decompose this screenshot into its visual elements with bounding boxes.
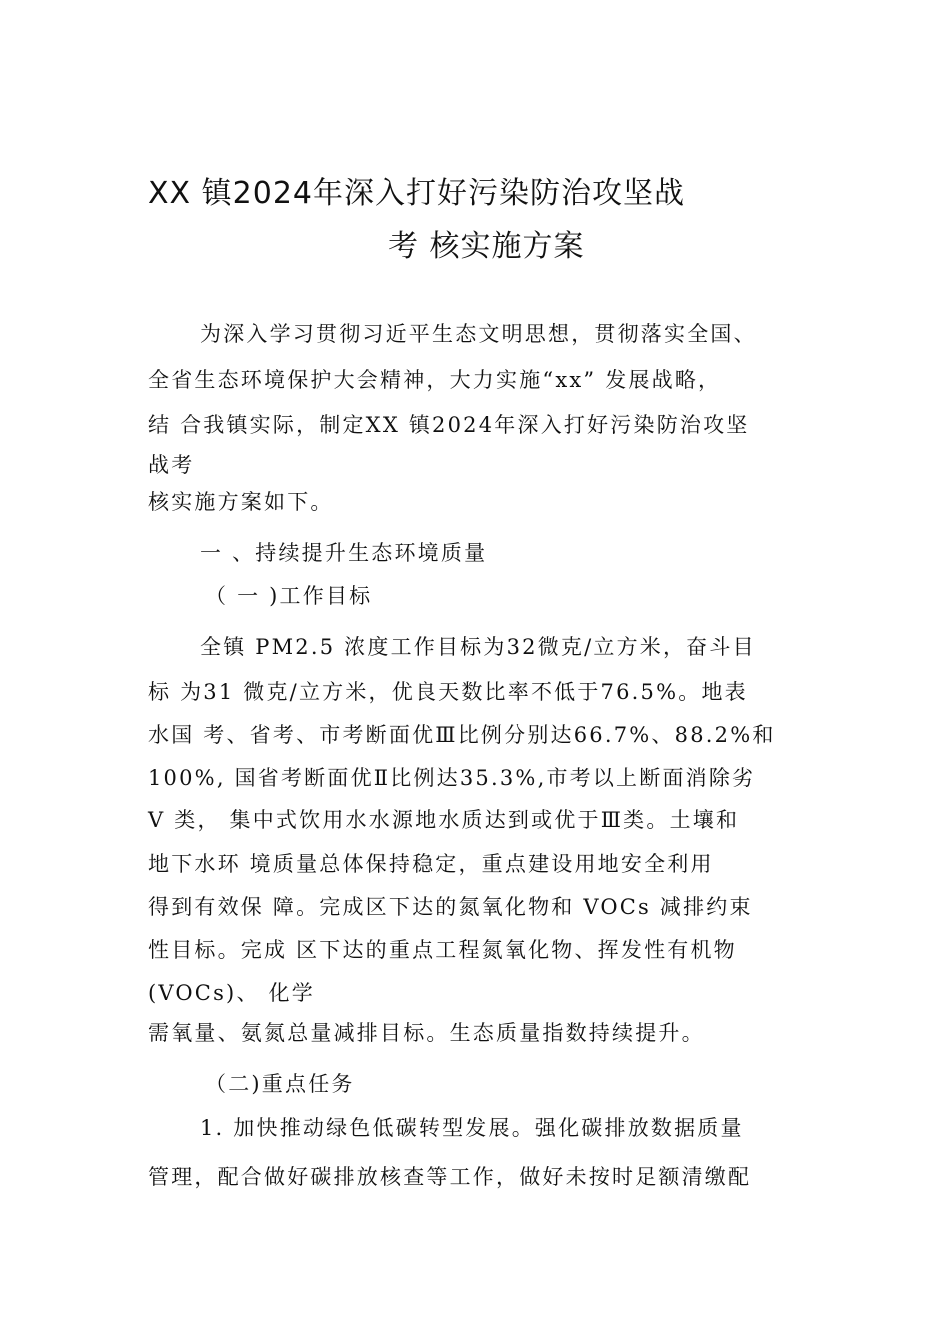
subsection-heading-2: （二)重点任务 xyxy=(205,1072,355,1096)
section-heading-1: 一 、持续提升生态环境质量 xyxy=(200,541,488,565)
goals-line-10: 需氧量、氨氮总量减排目标。生态质量指数持续提升。 xyxy=(148,1021,705,1045)
tasks-line-2: 管理，配合做好碳排放核查等工作，做好未按时足额清缴配 xyxy=(148,1165,752,1189)
tasks-line-1: 1. 加快推动绿色低碳转型发展。强化碳排放数据质量 xyxy=(200,1116,744,1140)
document-title-line-1: XX 镇2024年深入打好污染防治攻坚战 xyxy=(148,176,685,211)
intro-line-3: 结 合我镇实际，制定XX 镇2024年深入打好污染防治攻坚 xyxy=(148,413,750,437)
goals-line-5: Ⅴ 类， 集中式饮用水水源地水质达到或优于Ⅲ类。土壤和 xyxy=(148,808,740,832)
goals-line-1: 全镇 PM2.5 浓度工作目标为32微克/立方米，奋斗目 xyxy=(200,635,756,659)
goals-line-6: 地下水环 境质量总体保持稳定，重点建设用地安全利用 xyxy=(148,852,714,876)
goals-line-9: (VOCs)、 化学 xyxy=(148,981,315,1005)
goals-line-8: 性目标。完成 区下达的重点工程氮氧化物、挥发性有机物 xyxy=(148,938,737,962)
goals-line-3: 水国 考、省考、市考断面优Ⅲ比例分别达66.7%、88.2%和 xyxy=(148,723,776,747)
goals-line-2: 标 为31 微克/立方米，优良天数比率不低于76.5%。地表 xyxy=(148,680,748,704)
goals-line-4: 100%, 国省考断面优Ⅱ比例达35.3%,市考以上断面消除劣 xyxy=(148,766,756,790)
intro-line-2: 全省生态环境保护大会精神，大力实施“xx” 发展战略， xyxy=(148,368,722,392)
document-title-line-2: 考 核实施方案 xyxy=(388,229,585,264)
intro-line-5: 核实施方案如下。 xyxy=(148,490,334,514)
intro-line-1: 为深入学习贯彻习近平生态文明思想，贯彻落实全国、 xyxy=(200,322,757,346)
subsection-heading-1: （ 一 )工作目标 xyxy=(205,584,373,608)
intro-line-4: 战考 xyxy=(148,453,195,477)
goals-line-7: 得到有效保 障。完成区下达的氮氧化物和 VOCs 减排约束 xyxy=(148,895,753,919)
